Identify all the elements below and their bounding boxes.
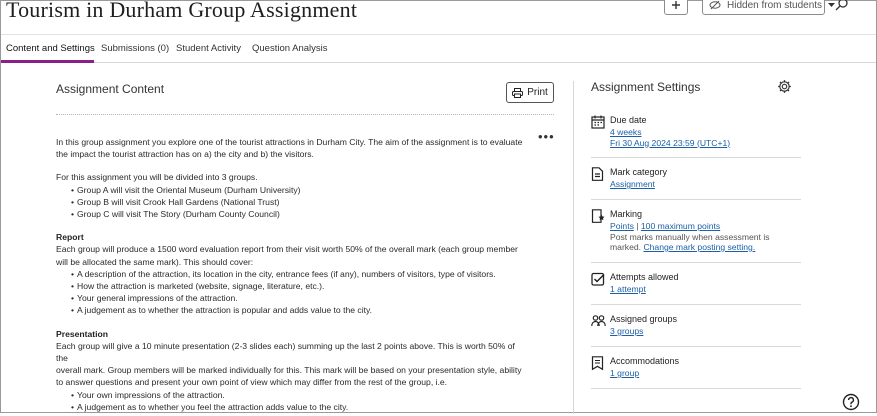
maximum-points-link[interactable]: 100 maximum points [640, 221, 721, 231]
intro-line-2: the impact the tourist attraction has on a) the city and b) the visitors. [56, 149, 314, 160]
presentation-heading: Presentation [56, 328, 109, 339]
content-divider [56, 114, 554, 115]
marking-separator: | [633, 221, 641, 231]
due-date-label: Due date [610, 115, 647, 125]
divider [591, 199, 801, 200]
mark-category-link[interactable]: Assignment [610, 179, 655, 189]
list-item: • Group C will visit The Story (Durham County Council) [77, 208, 528, 220]
assignment-description [56, 136, 528, 413]
mark-category-label: Mark category [610, 167, 668, 177]
divider [591, 304, 801, 305]
presentation-line-1: Each group will give a 10 minute presentation (2-3 slides each) summing up the last 2 points above. This is worth 50% of the [56, 340, 515, 364]
intro-line-1: In this group assignment you explore one of the tourist attractions in Durham City. The aim of the assignment is to evaluate [56, 137, 523, 147]
list-item: • Group B will visit Crook Hall Gardens (National Trust) [77, 196, 528, 208]
more-options-icon[interactable]: ••• [538, 129, 555, 144]
list-item: • A description of the attraction, its location in the city, entrance fees (if any), numbers of visitors, type of visitors. [77, 268, 528, 280]
presentation-line-2: overall mark. Group members will be marked individually for this. This mark will be based on your presentation style, ability [56, 365, 522, 376]
assigned-groups-label: Assigned groups [610, 314, 678, 324]
groups-list [56, 184, 528, 221]
list-item: • A judgement as to whether you feel the attraction adds value to the city. [77, 401, 528, 413]
assigned-groups-link[interactable]: 3 groups [610, 326, 644, 336]
marking-note: Post marks manually when assessment is [610, 231, 770, 242]
tab-student-activity[interactable]: Student Activity [176, 43, 241, 54]
presentation-line-3: to answer questions and present your own point of view which may differ from the rest of the group, i.e. [56, 377, 448, 388]
tab-bar [1, 34, 876, 63]
page-title: Tourism in Durham Group Assignment [6, 0, 358, 22]
due-date-link[interactable]: Fri 30 Aug 2024 23:59 (UTC+1) [610, 137, 731, 148]
attempts-label: Attempts allowed [610, 272, 679, 282]
divider [591, 157, 801, 158]
print-label: Print [527, 87, 548, 98]
print-button[interactable] [506, 82, 554, 103]
marking-note-prefix: marked. [610, 242, 642, 252]
marking-label: Marking [610, 209, 643, 219]
assignment-content-heading: Assignment Content [56, 82, 165, 96]
visibility-label: Hidden from students [727, 0, 823, 11]
change-mark-posting-link[interactable]: Change mark posting setting. [643, 242, 756, 252]
eye-off-icon [709, 0, 721, 10]
list-item: • Your own impressions of the attraction. [77, 389, 528, 401]
report-heading: Report [56, 232, 84, 243]
list-item: • Your general impressions of the attraction. [77, 292, 528, 304]
divider [591, 262, 801, 263]
active-tab-indicator [1, 60, 94, 63]
accommodations-link[interactable]: 1 group [610, 368, 640, 378]
accommodations-label: Accommodations [610, 356, 680, 366]
search-icon[interactable] [834, 0, 850, 18]
list-item: • How the attraction is marketed (website, signage, literature, etc.). [77, 280, 528, 292]
divider [591, 346, 801, 347]
plus-icon [671, 0, 681, 10]
tab-question-analysis[interactable]: Question Analysis [252, 43, 328, 54]
bookmark-icon [591, 356, 604, 370]
checkbox-icon [591, 272, 605, 286]
divider [591, 388, 801, 389]
tab-submissions[interactable]: Submissions (0) [101, 43, 170, 54]
calendar-icon [591, 115, 605, 129]
marking-points-link[interactable]: Points [610, 221, 634, 231]
visibility-dropdown[interactable] [702, 0, 825, 15]
presentation-list [56, 389, 528, 413]
help-icon[interactable] [842, 393, 860, 416]
list-item: • A judgement as to whether the attraction is popular and adds value to the city. [77, 304, 528, 316]
due-date-relative-link[interactable]: 4 weeks [610, 127, 642, 137]
report-list [56, 268, 528, 317]
printer-icon [512, 88, 523, 98]
attempts-link[interactable]: 1 attempt [610, 284, 646, 294]
document-icon [591, 167, 604, 181]
assignment-settings-heading: Assignment Settings [591, 80, 701, 94]
tab-content-and-settings[interactable]: Content and Settings [6, 43, 95, 54]
report-line-1: Each group will produce a 1500 word evaluation report from their visit worth 50% of the overall mark (each group member [56, 244, 518, 255]
groups-intro: For this assignment you will be divided into 3 groups. [56, 172, 258, 183]
gear-icon[interactable] [777, 79, 792, 99]
grading-icon [591, 209, 605, 223]
list-item: • Group A will visit the Oriental Museum (Durham University) [77, 184, 528, 196]
panel-divider [573, 81, 574, 414]
add-content-button[interactable] [664, 0, 688, 15]
users-icon [591, 314, 606, 328]
report-line-2: will be allocated the same mark). This should cover: [56, 256, 254, 267]
